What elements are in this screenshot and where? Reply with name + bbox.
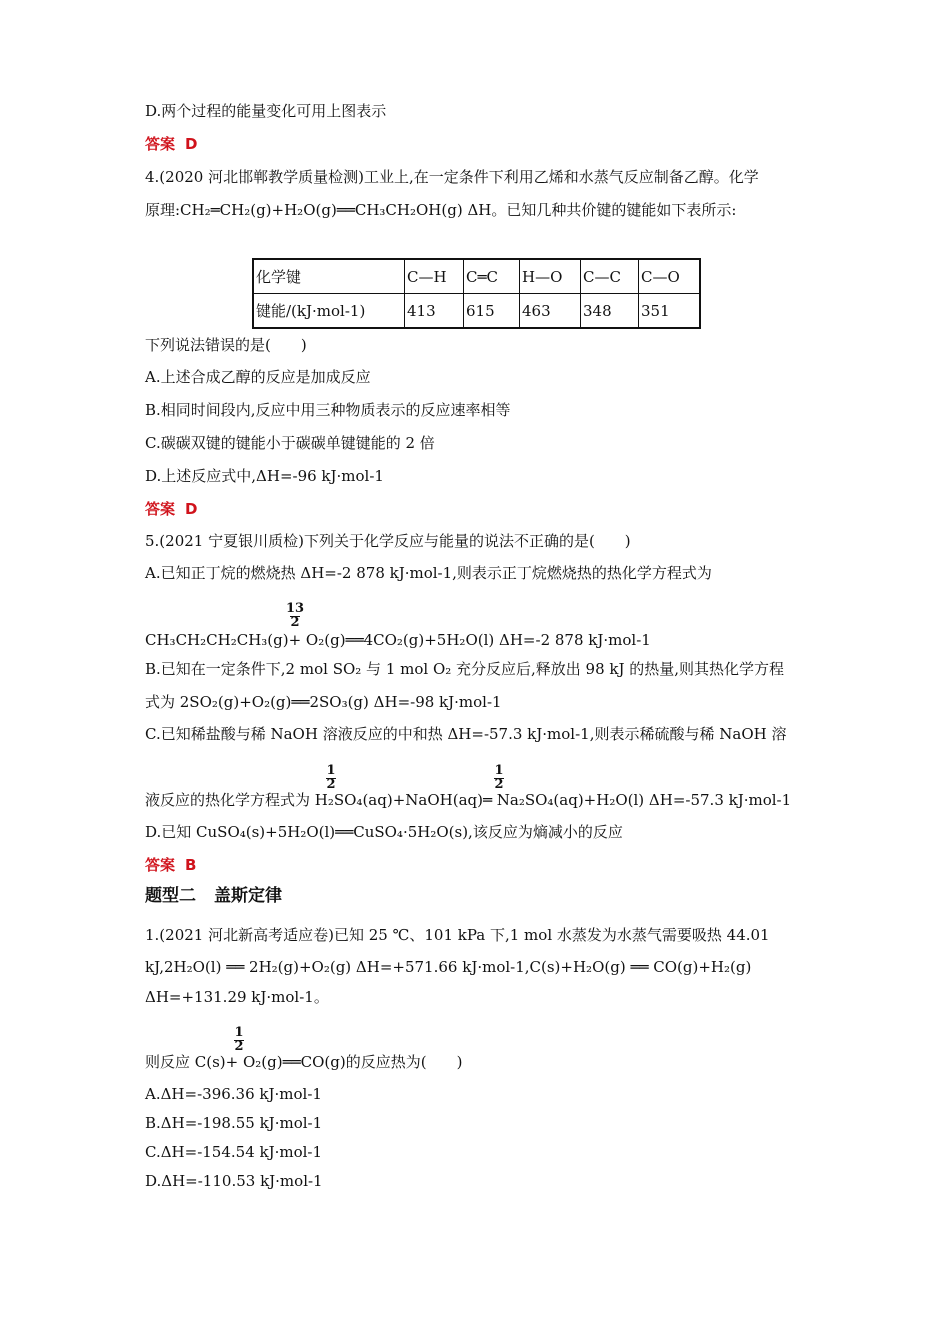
table-cell: C—C bbox=[581, 259, 639, 294]
answer-q4 bbox=[145, 499, 810, 519]
table-cell: 351 bbox=[639, 294, 701, 329]
option-d-q4: D.上述反应式中,ΔH=-96 kJ·mol-1 bbox=[145, 467, 384, 485]
table-row bbox=[253, 294, 700, 329]
question-4-stem: 4.(2020 河北邯郸教学质量检测)工业上,在一定条件下利用乙烯和水蒸气反应制备乙醇。化学 bbox=[145, 168, 759, 186]
option-c-q5: C.已知稀盐酸与稀 NaOH 溶液反应的中和热 ΔH=-57.3 kJ·mol-1,则表示稀硫酸与稀 NaOH 溶 bbox=[145, 725, 787, 743]
question-1-delta-h: ΔH=+131.29 kJ·mol-1。 bbox=[145, 988, 329, 1006]
option-d-q3: D.两个过程的能量变化可用上图表示 bbox=[145, 102, 387, 120]
question-1-equations: kJ,2H₂O(l) ══ 2H₂(g)+O₂(g) ΔH=+571.66 kJ·mol-1,C(s)+H₂O(g) ══ CO(g)+H₂(g) bbox=[145, 958, 752, 976]
question-5-stem: 5.(2021 宁夏银川质检)下列关于化学反应与能量的说法不正确的是( ) bbox=[145, 532, 631, 550]
option-a-q5-equation: CH₃CH₂CH₂CH₃(g)+ O₂(g)══4CO₂(g)+5H₂O(l) ΔH=-2 878 kJ·mol-1 bbox=[145, 631, 651, 649]
answer-q3 bbox=[145, 134, 810, 154]
option-c-q5-equation: 液反应的热化学方程式为 H₂SO₄(aq)+NaOH(aq)═ Na₂SO₄(aq)+H₂O(l) ΔH=-57.3 kJ·mol-1 bbox=[145, 791, 792, 809]
table-cell: H—O bbox=[520, 259, 581, 294]
answer-label: 答案 bbox=[145, 135, 176, 153]
answer-value: D bbox=[185, 135, 198, 153]
option-c-q4: C.碳碳双键的键能小于碳碳单键键能的 2 倍 bbox=[145, 434, 435, 452]
table-cell: 348 bbox=[581, 294, 639, 329]
option-c-q1: C.ΔH=-154.54 kJ·mol-1 bbox=[145, 1143, 323, 1161]
answer-value: B bbox=[185, 856, 197, 874]
option-b-q1: B.ΔH=-198.55 kJ·mol-1 bbox=[145, 1114, 323, 1132]
table-cell: C—O bbox=[639, 259, 701, 294]
option-b-q5-equation: 式为 2SO₂(g)+O₂(g)══2SO₃(g) ΔH=-98 kJ·mol-1 bbox=[145, 693, 502, 711]
option-a-q4: A.上述合成乙醇的反应是加成反应 bbox=[145, 368, 371, 386]
table-cell: 键能/(kJ·mol-1) bbox=[253, 294, 405, 329]
bond-energy-table bbox=[252, 258, 701, 329]
option-b-q4: B.相同时间段内,反应中用三种物质表示的反应速率相等 bbox=[145, 401, 511, 419]
fraction-13-2: 13 2 bbox=[286, 601, 305, 630]
table-cell: 413 bbox=[405, 294, 464, 329]
table-cell: 463 bbox=[520, 294, 581, 329]
table-cell: 615 bbox=[464, 294, 520, 329]
table-cell: 化学键 bbox=[253, 259, 405, 294]
section-heading: 题型二 盖斯定律 bbox=[145, 886, 282, 906]
option-d-q1: D.ΔH=-110.53 kJ·mol-1 bbox=[145, 1172, 323, 1190]
question-4-equation: 原理:CH₂═CH₂(g)+H₂O(g)══CH₃CH₂OH(g) ΔH。已知几种共价键的键能如下表所示: bbox=[145, 201, 737, 219]
answer-q5 bbox=[145, 855, 810, 875]
fraction-1-2: 1 2 bbox=[494, 763, 504, 792]
question-4-prompt: 下列说法错误的是( ) bbox=[145, 336, 307, 354]
option-b-q5: B.已知在一定条件下,2 mol SO₂ 与 1 mol O₂ 充分反应后,释放出 98 kJ 的热量,则其热化学方程 bbox=[145, 660, 785, 678]
answer-label: 答案 bbox=[145, 500, 176, 518]
answer-value: D bbox=[185, 500, 198, 518]
question-1-prompt: 则反应 C(s)+ O₂(g)══CO(g)的反应热为( ) bbox=[145, 1053, 463, 1071]
option-a-q5: A.已知正丁烷的燃烧热 ΔH=-2 878 kJ·mol-1,则表示正丁烷燃烧热的热化学方程式为 bbox=[145, 564, 712, 582]
option-a-q1: A.ΔH=-396.36 kJ·mol-1 bbox=[145, 1085, 322, 1103]
table-cell: C═C bbox=[464, 259, 520, 294]
option-d-q5: D.已知 CuSO₄(s)+5H₂O(l)══CuSO₄·5H₂O(s),该反应为熵减小的反应 bbox=[145, 823, 623, 841]
fraction-1-2: 1 2 bbox=[234, 1025, 244, 1054]
table-row bbox=[253, 259, 700, 294]
answer-label: 答案 bbox=[145, 856, 176, 874]
question-1-stem: 1.(2021 河北新高考适应卷)已知 25 ℃、101 kPa 下,1 mol 水蒸发为水蒸气需要吸热 44.01 bbox=[145, 926, 770, 944]
table-cell: C—H bbox=[405, 259, 464, 294]
fraction-1-2: 1 2 bbox=[326, 763, 336, 792]
